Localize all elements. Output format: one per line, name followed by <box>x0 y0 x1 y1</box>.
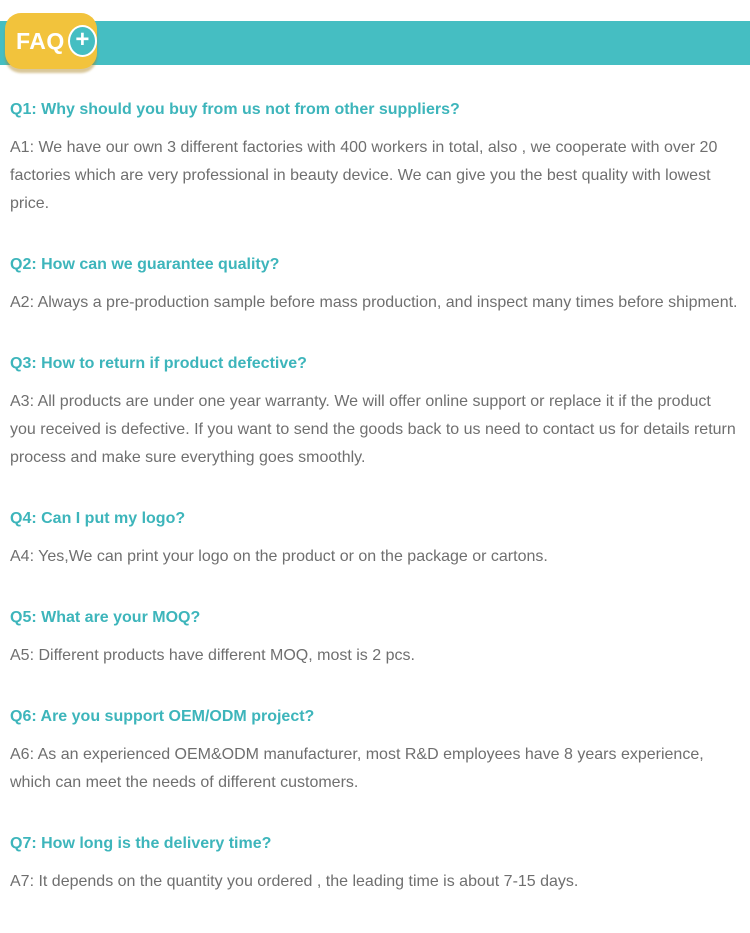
faq-answer: A7: It depends on the quantity you ordered , the leading time is about 7-15 days. <box>10 873 579 890</box>
faq-answer: A4: Yes,We can print your logo on the product or on the package or cartons. <box>10 548 548 565</box>
faq-answer: A1: We have our own 3 different factories with 400 workers in total, also , we cooperate with over 20 factories which are very professional in beauty device. We can give you the best quality with lowest price. <box>10 139 718 212</box>
faq-question: Q5: What are your MOQ? <box>10 609 201 626</box>
faq-answer: A3: All products are under one year warranty. We will offer online support or replace it if the product you received is defective. If you want to send the goods back to us need to contact us for details return process and make sure everything goes smoothly. <box>10 393 736 466</box>
faq-question: Q1: Why should you buy from us not from other suppliers? <box>10 101 460 118</box>
faq-item <box>10 509 740 571</box>
faq-item <box>10 100 740 218</box>
faq-answer: A5: Different products have different MOQ, most is 2 pcs. <box>10 647 415 664</box>
faq-item <box>10 834 740 896</box>
plus-icon: + <box>68 25 97 57</box>
faq-item <box>10 707 740 797</box>
faq-item <box>10 354 740 472</box>
faq-answer: A6: As an experienced OEM&ODM manufacturer, most R&D employees have 8 years experience, which can meet the needs of different customers. <box>10 746 704 791</box>
faq-badge-label: FAQ <box>16 27 65 54</box>
faq-item <box>10 255 740 317</box>
faq-badge <box>5 13 97 69</box>
faq-header <box>0 0 750 70</box>
faq-content <box>0 70 750 933</box>
faq-question: Q3: How to return if product defective? <box>10 355 307 372</box>
faq-question: Q2: How can we guarantee quality? <box>10 256 280 273</box>
faq-question: Q4: Can I put my logo? <box>10 510 186 527</box>
faq-item <box>10 608 740 670</box>
faq-question: Q6: Are you support OEM/ODM project? <box>10 708 315 725</box>
faq-answer: A2: Always a pre-production sample before mass production, and inspect many times before shipment. <box>10 294 738 311</box>
header-band <box>0 21 750 65</box>
faq-question: Q7: How long is the delivery time? <box>10 835 272 852</box>
